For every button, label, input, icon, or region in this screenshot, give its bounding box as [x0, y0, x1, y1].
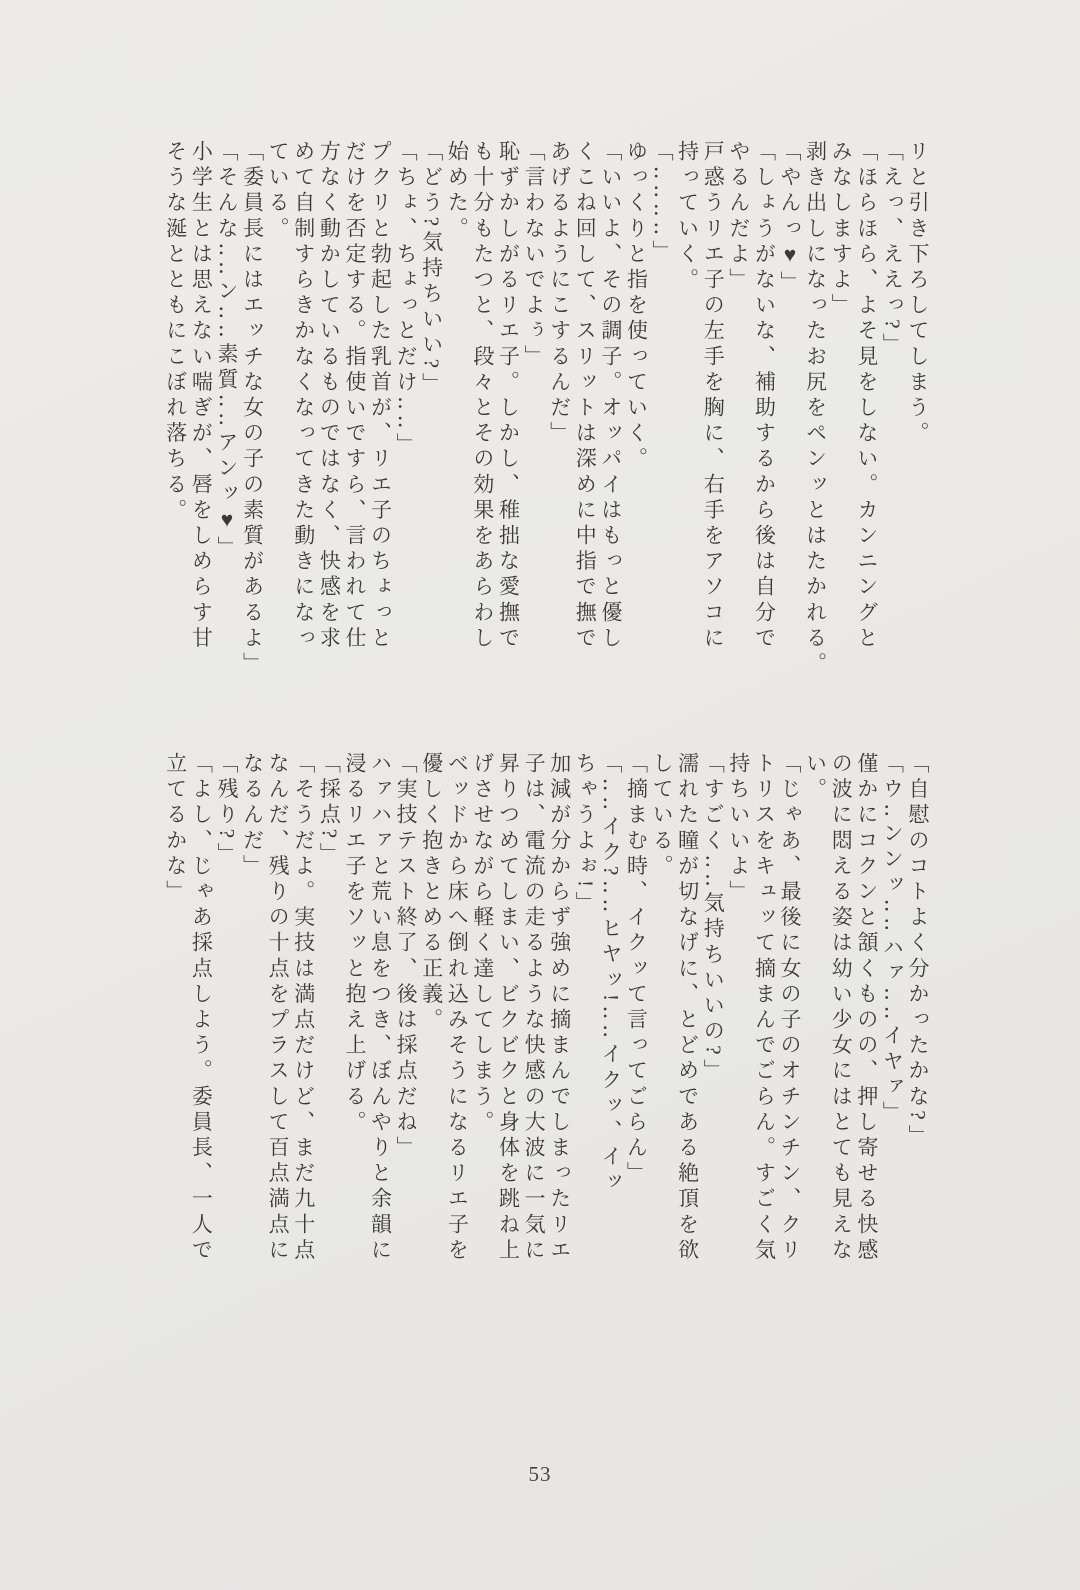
text-line: 僅かにコクンと頷くものの、押し寄せる快感 — [854, 752, 879, 1264]
text-line: 「残り?」 — [214, 752, 239, 869]
text-line: 「言わないでよぅ」 — [522, 140, 547, 371]
text-line: 「自慰のコトよく分かったかな?」 — [906, 752, 930, 1150]
text-line: の波に悶える姿は幼い少女にはとても見えな — [829, 752, 854, 1264]
text-line: 立てるかな」 — [163, 752, 188, 906]
text-line: 戸惑うリエ子の左手を胸に、右手をアソコに — [701, 140, 726, 652]
text-line: ちゃうよぉ!」 — [573, 752, 598, 918]
text-line: げさせながら軽く達してしまう。 — [470, 752, 495, 1136]
text-line: 「ウ‥ンンッ‥‥ハァ‥‥イヤァ」 — [880, 752, 905, 1127]
text-line: あげるようにこするんだ」 — [547, 140, 572, 448]
text-line: している。 — [650, 752, 675, 880]
text-line: 「すごく‥‥気持ちいいの?」 — [701, 752, 726, 1085]
text-line: くこね回して、スリットは深めに中指で撫で — [573, 140, 598, 652]
text-line: 「やんっ♥」 — [778, 140, 803, 297]
text-line: 「実技テスト終了、後は採点だね」 — [394, 752, 419, 1162]
text-line: みなしますよ」 — [829, 140, 854, 320]
text-line: ベッドから床へ倒れ込みそうになるリエ子を — [445, 752, 470, 1264]
text-line: 「いいよ、その調子。オッパイはもっと優し — [598, 140, 623, 652]
text-line: 「そうだよ。実技は満点だけど、まだ九十点 — [291, 752, 316, 1264]
text-line: 優しく抱きとめる正義。 — [419, 752, 444, 1034]
text-line: 「ほらほら、よそ見をしない。カンニングと — [854, 140, 879, 652]
text-line: 持ちいいよ」 — [726, 752, 751, 906]
text-line: い。 — [803, 752, 828, 804]
text-line: なるんだ」 — [240, 752, 265, 880]
text-line: 「委員長にはエッチな女の子の素質があるよ」 — [240, 140, 265, 678]
text-line: やるんだよ」 — [726, 140, 751, 294]
text-line: だけを否定する。指使いですら、言われて仕 — [342, 140, 367, 652]
text-line: 小学生とは思えない喘ぎが、唇をしめらす甘 — [189, 140, 214, 652]
text-line: 始めた。 — [445, 140, 470, 243]
text-line: 「しょうがないな、補助するから後は自分で — [752, 140, 777, 652]
text-line: 「じゃあ、最後に女の子のオチンチン、クリ — [778, 752, 803, 1264]
text-line: も十分もたつと、段々とその効果をあらわし — [470, 140, 495, 652]
text-line: 持っていく。 — [675, 140, 700, 294]
text-line: 「摘まむ時、イクッて言ってごらん」 — [624, 752, 649, 1188]
text-line: 子は、電流の走るような快感の大波に一気に — [522, 752, 547, 1264]
text-line: 「‥‥イク?‥‥ヒヤッ!‥‥イクッ、イッ — [598, 752, 623, 1197]
text-line: ハァハァと荒い息をつき、ぼんやりと余韻に — [368, 752, 393, 1264]
text-line: 「よし、じゃあ採点しよう。委員長、一人で — [189, 752, 214, 1264]
text-line: 「ちょ、ちょっとだけ‥‥」 — [394, 140, 419, 459]
text-line: 「どう?気持ちいい?」 — [419, 140, 444, 399]
page-number: 53 — [528, 1462, 552, 1486]
text-line: プクリと勃起した乳首が、リエ子のちょっと — [368, 140, 393, 652]
text-line: 「そんな‥‥ン‥‥素質‥‥アンッ♥」 — [214, 140, 239, 562]
text-block-bottom — [162, 752, 930, 1308]
text-line: そうな涎とともにこぼれ落ちる。 — [163, 140, 188, 524]
text-line: 方なく動かしているものではなく、快感を求 — [317, 140, 342, 652]
text-line: ゆっくりと指を使っていく。 — [624, 140, 649, 473]
text-line: 「採点?」 — [317, 752, 342, 869]
text-line: なんだ、残りの十点をプラスして百点満点に — [266, 752, 291, 1264]
text-line: 加減が分からず強めに摘まんでしまったリエ — [547, 752, 572, 1264]
text-line: 濡れた瞳が切なげに、とどめである絶頂を欲 — [675, 752, 700, 1264]
text-block-top — [162, 140, 930, 696]
text-line: 昇りつめてしまい、ビクビクと身体を跳ね上 — [496, 752, 521, 1264]
text-line: 恥ずかしがるリエ子。しかし、稚拙な愛撫で — [496, 140, 521, 652]
text-line: めて自制すらきかなくなってきた動きになっ — [291, 140, 316, 652]
text-line: ている。 — [266, 140, 291, 243]
text-line: 「えっ、ええっ?」 — [880, 140, 905, 359]
text-line: 「‥‥‥‥」 — [650, 140, 675, 266]
text-line: リと引き下ろしてしまう。 — [906, 140, 930, 448]
text-line: トリスをキュッて摘まんでごらん。すごく気 — [752, 752, 777, 1264]
text-line: 剥き出しになったお尻をペンッとはたかれる。 — [803, 140, 828, 678]
text-line: 浸るリエ子をソッと抱え上げる。 — [342, 752, 367, 1136]
